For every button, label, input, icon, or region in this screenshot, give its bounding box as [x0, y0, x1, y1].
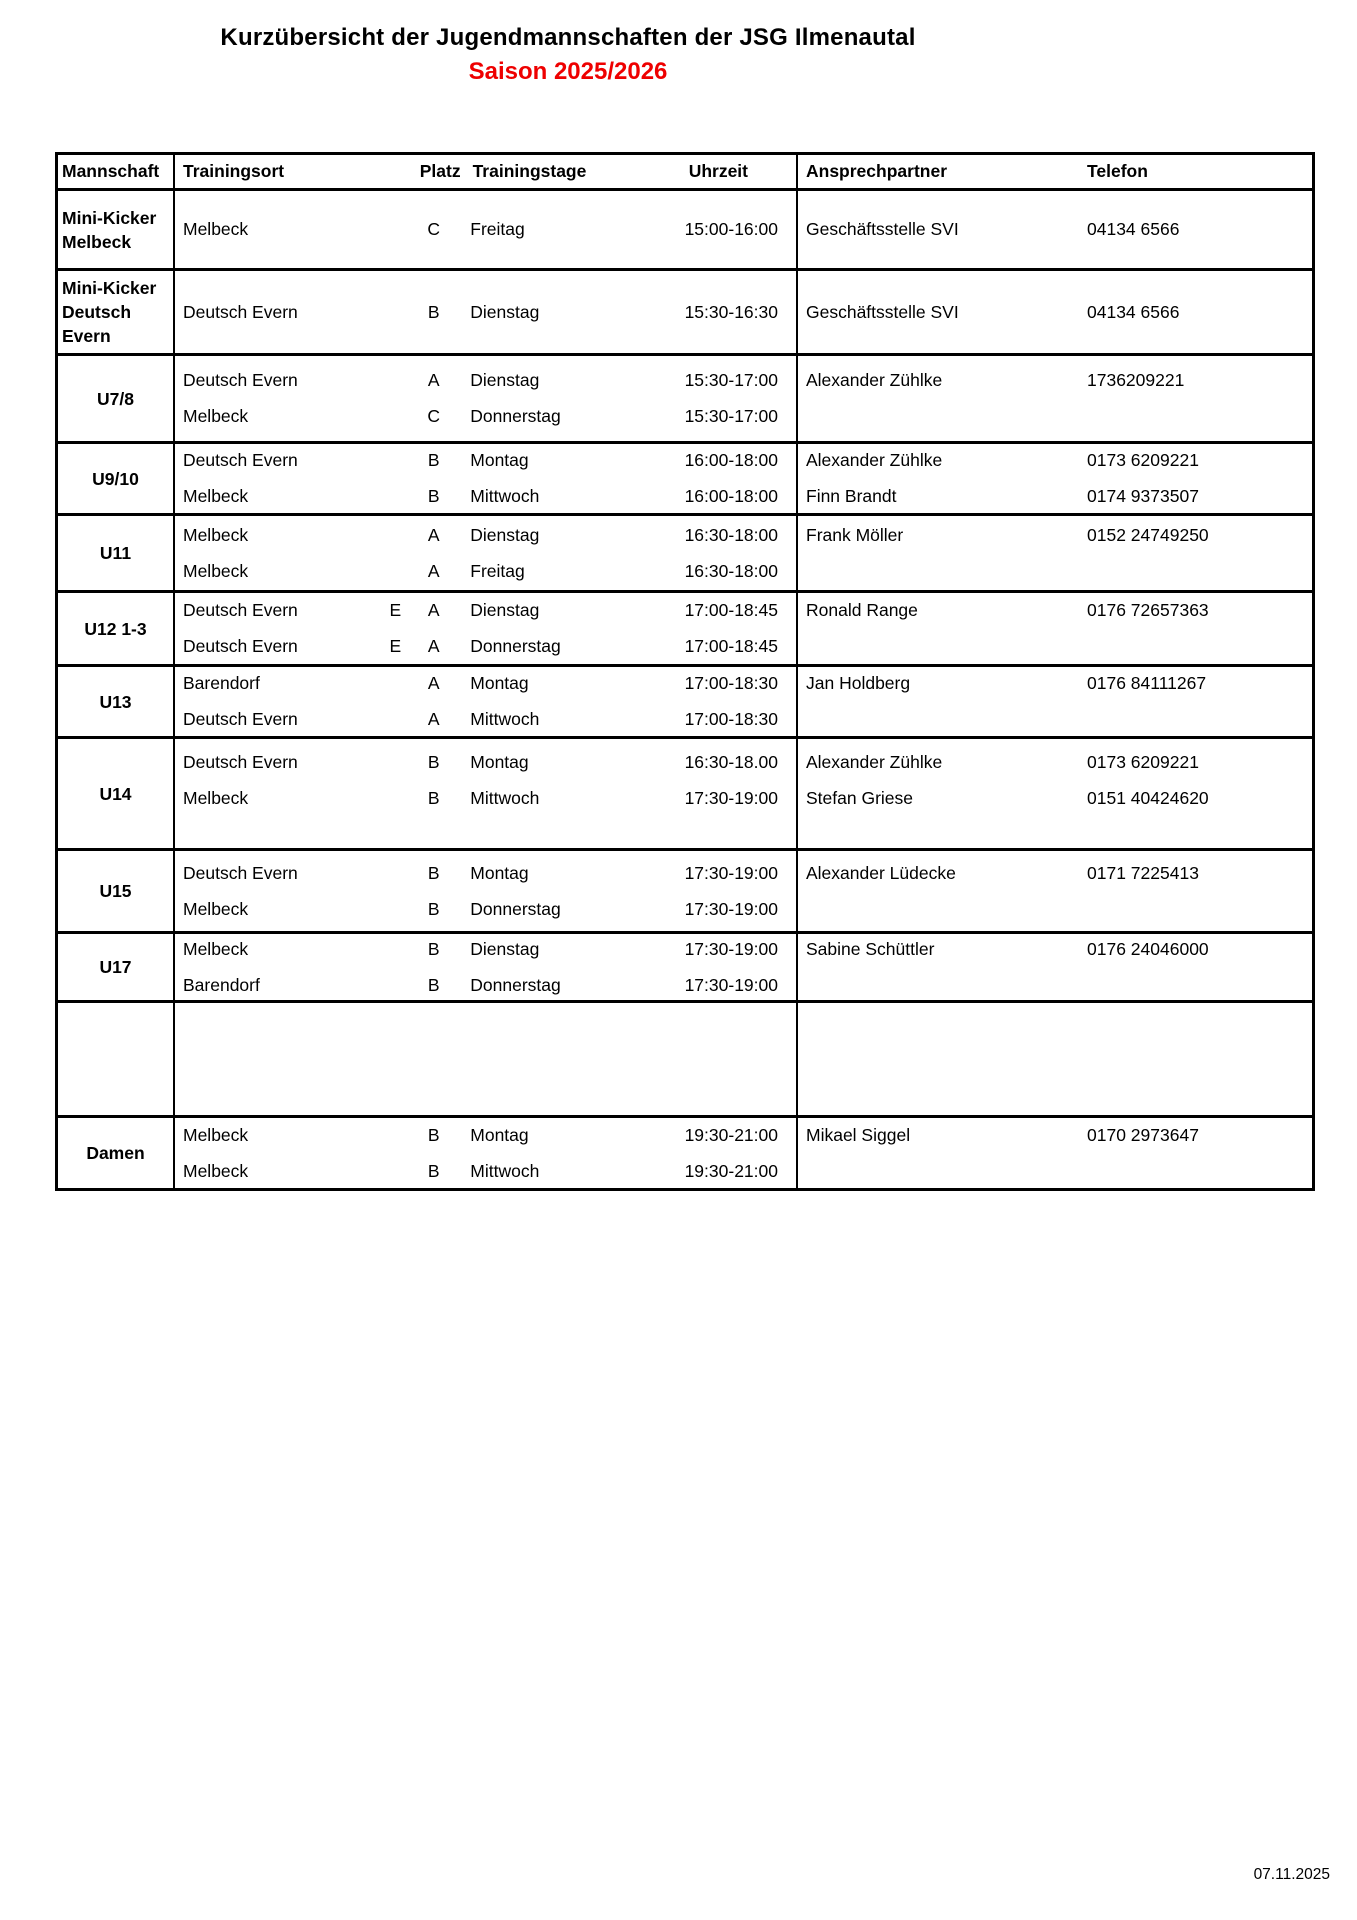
training-tag: Mittwoch	[470, 787, 540, 808]
team-name-cell	[58, 356, 175, 441]
contact-line	[798, 553, 1312, 589]
contact-telefon: 04134 6566	[1087, 301, 1180, 322]
team-name: Deutsch Evern	[62, 302, 132, 346]
training-zusatz: E	[389, 600, 402, 620]
contact-cell	[798, 739, 1312, 848]
training-uhrzeit: 16:00-18:00	[684, 450, 778, 470]
training-platz: B	[427, 898, 440, 919]
header-mannschaft-cell	[58, 155, 175, 188]
training-ort: Deutsch Evern	[183, 709, 298, 729]
training-uhrzeit: 17:30-19:00	[684, 787, 778, 808]
training-line	[175, 629, 796, 665]
training-tag: Donnerstag	[470, 636, 561, 656]
team-name-cell	[58, 667, 175, 736]
training-uhrzeit: 17:30-19:00	[684, 938, 778, 959]
training-tag: Montag	[470, 450, 529, 470]
team-name-cell	[58, 1003, 175, 1115]
training-uhrzeit: 17:00-18:45	[684, 636, 778, 656]
training-ort: Deutsch Evern	[183, 636, 298, 656]
contact-line	[798, 479, 1312, 514]
contact-telefon: 0151 40424620	[1087, 787, 1209, 808]
training-cell	[175, 593, 798, 664]
contact-line	[798, 399, 1312, 435]
training-line	[175, 967, 796, 1000]
training-ort: Melbeck	[183, 406, 249, 426]
team-name-cell	[58, 934, 175, 1000]
training-ort: Deutsch Evern	[183, 370, 298, 390]
team-name-cell	[58, 191, 175, 268]
page-subtitle: Saison 2025/2026	[468, 58, 668, 85]
training-platz: B	[427, 450, 440, 470]
training-line	[175, 934, 796, 967]
training-cell	[175, 191, 798, 268]
header-contact-line	[798, 155, 1312, 188]
training-tag: Montag	[470, 751, 529, 772]
training-cell	[175, 516, 798, 590]
contact-cell	[798, 356, 1312, 441]
training-cell	[175, 356, 798, 441]
contact-line	[798, 629, 1312, 665]
team-name: U15	[99, 881, 132, 901]
team-name-cell	[58, 1118, 175, 1188]
training-uhrzeit: 16:30-18.00	[684, 751, 778, 772]
contact-telefon: 1736209221	[1087, 370, 1185, 390]
team-name-cell	[58, 444, 175, 513]
training-tag: Mittwoch	[470, 1160, 540, 1181]
table-row	[58, 188, 1312, 268]
contact-telefon: 0176 72657363	[1087, 600, 1209, 620]
training-platz: B	[427, 862, 440, 883]
training-line	[175, 517, 796, 553]
contact-telefon: 04134 6566	[1087, 219, 1180, 239]
training-line	[175, 444, 796, 479]
training-platz: B	[427, 787, 440, 808]
training-uhrzeit: 17:00-18:30	[684, 673, 778, 693]
training-cell	[175, 851, 798, 931]
training-tag: Donnerstag	[470, 406, 561, 426]
table-row	[58, 736, 1312, 848]
contact-name: Finn Brandt	[806, 486, 897, 506]
training-tag: Donnerstag	[470, 974, 561, 995]
training-platz: B	[427, 751, 440, 772]
contact-line	[798, 702, 1312, 737]
training-line	[175, 479, 796, 514]
header-uhrzeit-label: Uhrzeit	[688, 161, 748, 181]
header-contact-group	[798, 155, 1312, 188]
training-ort: Melbeck	[183, 219, 249, 239]
contact-telefon: 0152 24749250	[1087, 524, 1209, 545]
table-row	[58, 353, 1312, 441]
contact-name: Alexander Zühlke	[806, 450, 943, 470]
training-line	[175, 294, 796, 330]
training-ort: Deutsch Evern	[183, 600, 298, 620]
contact-line	[798, 667, 1312, 702]
table-row	[58, 1000, 1312, 1115]
table-row	[58, 590, 1312, 664]
team-name: Damen	[86, 1143, 145, 1163]
training-cell	[175, 739, 798, 848]
team-name-cell	[58, 516, 175, 590]
training-uhrzeit: 19:30-21:00	[684, 1160, 778, 1181]
contact-cell	[798, 516, 1312, 590]
training-ort: Melbeck	[183, 938, 249, 959]
training-ort: Deutsch Evern	[183, 301, 298, 322]
contact-telefon: 0173 6209221	[1087, 751, 1199, 772]
contact-name: Alexander Lüdecke	[806, 862, 956, 883]
training-line	[175, 593, 796, 629]
training-tag: Dienstag	[470, 938, 540, 959]
table-body	[58, 188, 1312, 1188]
header-training-line	[175, 155, 796, 188]
training-ort: Melbeck	[183, 524, 249, 545]
training-ort: Deutsch Evern	[183, 450, 298, 470]
contact-line	[798, 780, 1312, 816]
training-zusatz: E	[389, 636, 402, 656]
teams-table	[55, 152, 1315, 1191]
training-uhrzeit: 16:00-18:00	[684, 486, 778, 506]
contact-cell	[798, 1003, 1312, 1115]
contact-line	[798, 1153, 1312, 1188]
team-name-cell	[58, 739, 175, 848]
header-telefon-label: Telefon	[1087, 161, 1148, 181]
contact-name: Jan Holdberg	[806, 673, 911, 693]
training-platz: A	[427, 673, 440, 693]
contact-cell	[798, 593, 1312, 664]
training-uhrzeit: 16:30-18:00	[684, 560, 778, 581]
team-name: U17	[99, 957, 132, 977]
contact-telefon: 0171 7225413	[1087, 862, 1199, 883]
team-name: Mini-Kicker	[62, 207, 157, 228]
table-header-row	[58, 155, 1312, 188]
header-trainingsort-label: Trainingsort	[183, 161, 285, 181]
training-platz: C	[427, 219, 440, 239]
contact-line	[798, 855, 1312, 891]
training-platz: B	[427, 974, 440, 995]
training-platz: A	[427, 524, 440, 545]
training-line	[175, 702, 796, 737]
training-tag: Dienstag	[470, 524, 540, 545]
training-ort: Barendorf	[183, 673, 260, 693]
training-platz: A	[427, 370, 440, 390]
team-name-cell	[58, 271, 175, 353]
contact-line	[798, 967, 1312, 1000]
training-platz: B	[427, 1124, 440, 1145]
header-mannschaft-label: Mannschaft	[62, 161, 160, 181]
training-cell	[175, 444, 798, 513]
table-row	[58, 931, 1312, 1000]
training-uhrzeit: 19:30-21:00	[684, 1124, 778, 1145]
training-platz: A	[427, 709, 440, 729]
contact-name: Ronald Range	[806, 600, 918, 620]
contact-name: Geschäftsstelle SVI	[806, 219, 959, 239]
contact-name: Sabine Schüttler	[806, 938, 935, 959]
header-platz-label: Platz	[419, 161, 461, 181]
contact-telefon: 0174 9373507	[1087, 486, 1199, 506]
training-line	[175, 667, 796, 702]
training-cell	[175, 934, 798, 1000]
page-title: Kurzübersicht der Jugendmannschaften der JSG Ilmenautal	[220, 24, 916, 51]
training-line	[175, 363, 796, 399]
contact-line	[798, 444, 1312, 479]
training-cell	[175, 1003, 798, 1115]
contact-name: Mikael Siggel	[806, 1124, 911, 1145]
contact-cell	[798, 444, 1312, 513]
training-uhrzeit: 15:30-16:30	[684, 301, 778, 322]
table-row	[58, 268, 1312, 353]
table-row	[58, 441, 1312, 513]
training-ort: Barendorf	[183, 974, 260, 995]
contact-telefon: 0173 6209221	[1087, 450, 1199, 470]
training-line	[175, 891, 796, 927]
contact-name: Stefan Griese	[806, 787, 913, 808]
contact-cell	[798, 1118, 1312, 1188]
header-ansprechpartner-label: Ansprechpartner	[806, 161, 948, 181]
training-tag: Montag	[470, 1124, 529, 1145]
training-ort: Melbeck	[183, 898, 249, 919]
training-line	[175, 1153, 796, 1188]
team-name: U7/8	[97, 388, 134, 409]
training-ort: Deutsch Evern	[183, 862, 298, 883]
header-trainingstage-label: Trainingstage	[472, 161, 587, 181]
contact-name: Geschäftsstelle SVI	[806, 301, 959, 322]
training-platz: B	[427, 1160, 440, 1181]
training-uhrzeit: 15:30-17:00	[684, 406, 778, 426]
training-line	[175, 553, 796, 589]
team-name: U9/10	[92, 468, 139, 489]
training-tag: Montag	[470, 862, 529, 883]
training-line	[175, 780, 796, 816]
training-uhrzeit: 17:30-19:00	[684, 974, 778, 995]
training-platz: A	[427, 600, 440, 620]
training-tag: Montag	[470, 673, 529, 693]
training-uhrzeit: 16:30-18:00	[684, 524, 778, 545]
training-tag: Mittwoch	[470, 709, 540, 729]
training-ort: Melbeck	[183, 787, 249, 808]
team-name: U13	[99, 691, 132, 712]
contact-name: Alexander Zühlke	[806, 751, 943, 772]
footer-date: 07.11.2025	[1253, 1866, 1330, 1883]
team-name: U14	[99, 783, 132, 804]
training-tag: Mittwoch	[470, 486, 540, 506]
training-uhrzeit: 17:00-18:30	[684, 709, 778, 729]
training-line	[175, 1118, 796, 1153]
training-uhrzeit: 17:30-19:00	[684, 862, 778, 883]
contact-line	[798, 891, 1312, 927]
contact-name: Frank Möller	[806, 524, 904, 545]
training-line	[175, 855, 796, 891]
training-ort: Melbeck	[183, 486, 249, 506]
contact-line	[798, 593, 1312, 629]
training-cell	[175, 1118, 798, 1188]
team-name: Mini-Kicker	[62, 278, 157, 298]
training-tag: Dienstag	[470, 600, 540, 620]
training-uhrzeit: 15:00-16:00	[684, 219, 778, 239]
training-tag: Freitag	[470, 560, 525, 581]
header-training-group	[175, 155, 798, 188]
team-name: U12 1-3	[84, 618, 147, 639]
contact-line	[798, 212, 1312, 248]
training-tag: Freitag	[470, 219, 525, 239]
team-name: U11	[99, 543, 132, 563]
contact-line	[798, 517, 1312, 553]
training-platz: B	[427, 938, 440, 959]
training-line	[175, 399, 796, 435]
contact-cell	[798, 667, 1312, 736]
contact-telefon: 0170 2973647	[1087, 1124, 1199, 1145]
contact-cell	[798, 934, 1312, 1000]
training-uhrzeit: 17:00-18:45	[684, 600, 778, 620]
contact-name: Alexander Zühlke	[806, 370, 943, 390]
contact-line	[798, 294, 1312, 330]
training-platz: A	[427, 560, 440, 581]
contact-telefon: 0176 24046000	[1087, 938, 1209, 959]
contact-line	[798, 1118, 1312, 1153]
contact-line	[798, 744, 1312, 780]
training-line	[175, 744, 796, 780]
table-row	[58, 1115, 1312, 1188]
training-cell	[175, 271, 798, 353]
training-platz: B	[427, 301, 440, 322]
contact-line	[798, 363, 1312, 399]
training-uhrzeit: 15:30-17:00	[684, 370, 778, 390]
training-platz: C	[427, 406, 440, 426]
training-ort: Deutsch Evern	[183, 751, 298, 772]
table-row	[58, 513, 1312, 590]
training-line	[175, 212, 796, 248]
training-uhrzeit: 17:30-19:00	[684, 898, 778, 919]
team-name: Melbeck	[62, 231, 132, 252]
training-ort: Melbeck	[183, 1160, 249, 1181]
training-tag: Dienstag	[470, 370, 540, 390]
training-cell	[175, 667, 798, 736]
contact-cell	[798, 851, 1312, 931]
table-row	[58, 664, 1312, 736]
contact-cell	[798, 271, 1312, 353]
contact-line	[798, 934, 1312, 967]
training-platz: A	[427, 636, 440, 656]
contact-cell	[798, 191, 1312, 268]
training-ort: Melbeck	[183, 1124, 249, 1145]
team-name-cell	[58, 593, 175, 664]
training-ort: Melbeck	[183, 560, 249, 581]
contact-telefon: 0176 84111267	[1087, 673, 1207, 693]
table-row	[58, 848, 1312, 931]
team-name-cell	[58, 851, 175, 931]
training-platz: B	[427, 486, 440, 506]
training-tag: Donnerstag	[470, 898, 561, 919]
training-tag: Dienstag	[470, 301, 540, 322]
